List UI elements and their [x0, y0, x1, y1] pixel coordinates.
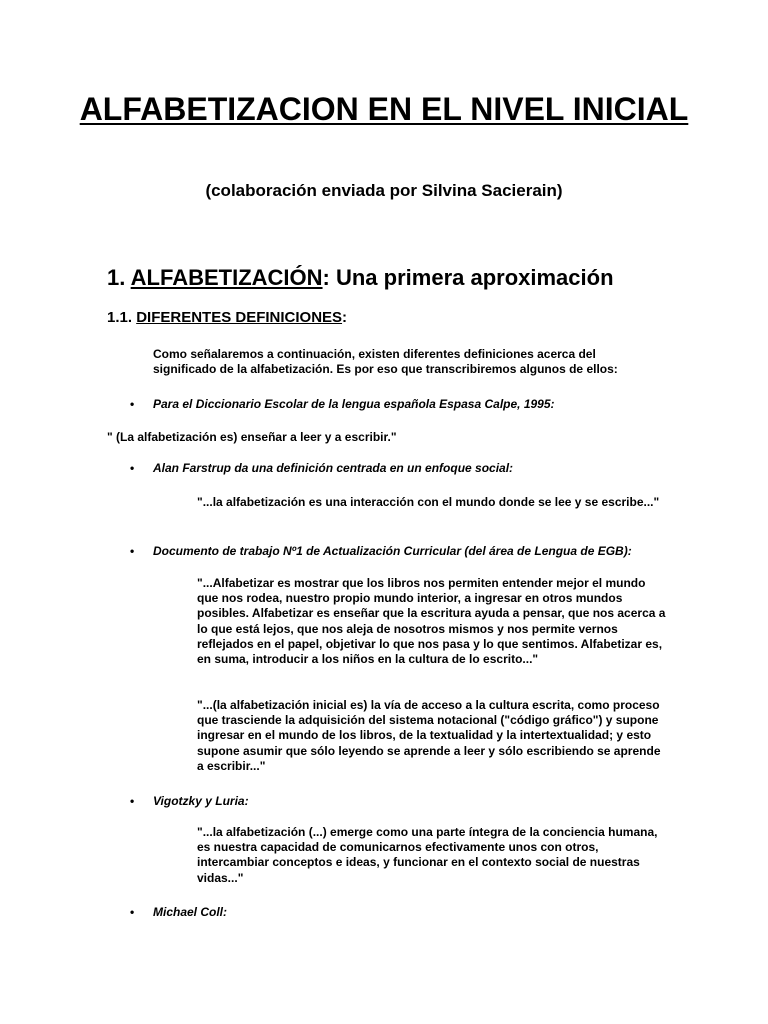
bullet-icon: •: [130, 905, 135, 919]
bullet-icon: •: [130, 397, 135, 411]
document-subtitle: (colaboración enviada por Silvina Sacierain): [205, 181, 563, 200]
section-keyword: ALFABETIZACIÓN: [130, 265, 323, 290]
subsection-heading-rest: :: [342, 309, 348, 326]
section-heading: [107, 264, 614, 292]
list-item-source: Vigotzky y Luria:: [153, 794, 249, 808]
list-item-source: Alan Farstrup da una definición centrada en un enfoque social:: [153, 461, 514, 475]
quote-documento-2: "...(la alfabetización inicial es) la vía de acceso a la cultura escrita, como proceso que trasciende la adquisición del sistema notacional ("código gráfico") y supone ingresar en el mundo de los libros, de la textualidad y la intertextualidad; y esto supone asumir que sólo leyendo se aprende a leer y sólo escribiendo se aprende a escribir...": [197, 698, 661, 773]
subsection-number: 1.1.: [107, 309, 137, 326]
section-heading-rest: : Una primera aproximación: [322, 265, 614, 290]
list-item-source: Documento de trabajo Nº1 de Actualización Curricular (del área de Lengua de EGB):: [153, 544, 632, 558]
subsection-heading: [107, 308, 347, 328]
subsection-keyword: DIFERENTES DEFINICIONES: [136, 309, 343, 326]
intro-paragraph: Como señalaremos a continuación, existen diferentes definiciones acerca del significado de la alfabetización. Es por eso que transcribiremos algunos de ellos:: [153, 347, 618, 377]
document-title: ALFABETIZACION EN EL NIVEL INICIAL: [79, 91, 689, 127]
bullet-icon: •: [130, 461, 135, 475]
quote-farstrup: "...la alfabetización es una interacción con el mundo donde se lee y se escribe...": [197, 495, 660, 509]
bullet-icon: •: [130, 544, 135, 558]
section-number: 1.: [107, 265, 131, 290]
bullet-icon: •: [130, 794, 135, 808]
quote-vigotzky-luria: "...la alfabetización (...) emerge como una parte íntegra de la conciencia humana, es nuestra capacidad de comunicarnos efectivamente unos con otros, intercambiar conceptos e ideas, y funcionar en el contexto social de nuestras vidas...": [197, 825, 658, 885]
list-item-source: Michael Coll:: [153, 905, 228, 919]
quote-documento-1: "...Alfabetizar es mostrar que los libros nos permiten entender mejor el mundo que nos rodea, nuestro propio mundo interior, a ingresar en otros mundos posibles. Alfabetizar es enseñar que la escritura ayuda a pensar, que nos acerca a lo que está lejos, que nos aleja de nosotros mismos y nos permite vernos reflejados en el papel, objetivar lo que nos pasa y lo que sentimos. Alfabetizar es, en suma, introducir a los niños en la cultura de lo escrito...": [197, 576, 666, 667]
list-item-source: Para el Diccionario Escolar de la lengua española Espasa Calpe, 1995:: [153, 397, 555, 411]
definition-espasa: " (La alfabetización es) enseñar a leer y a escribir.": [107, 430, 397, 444]
